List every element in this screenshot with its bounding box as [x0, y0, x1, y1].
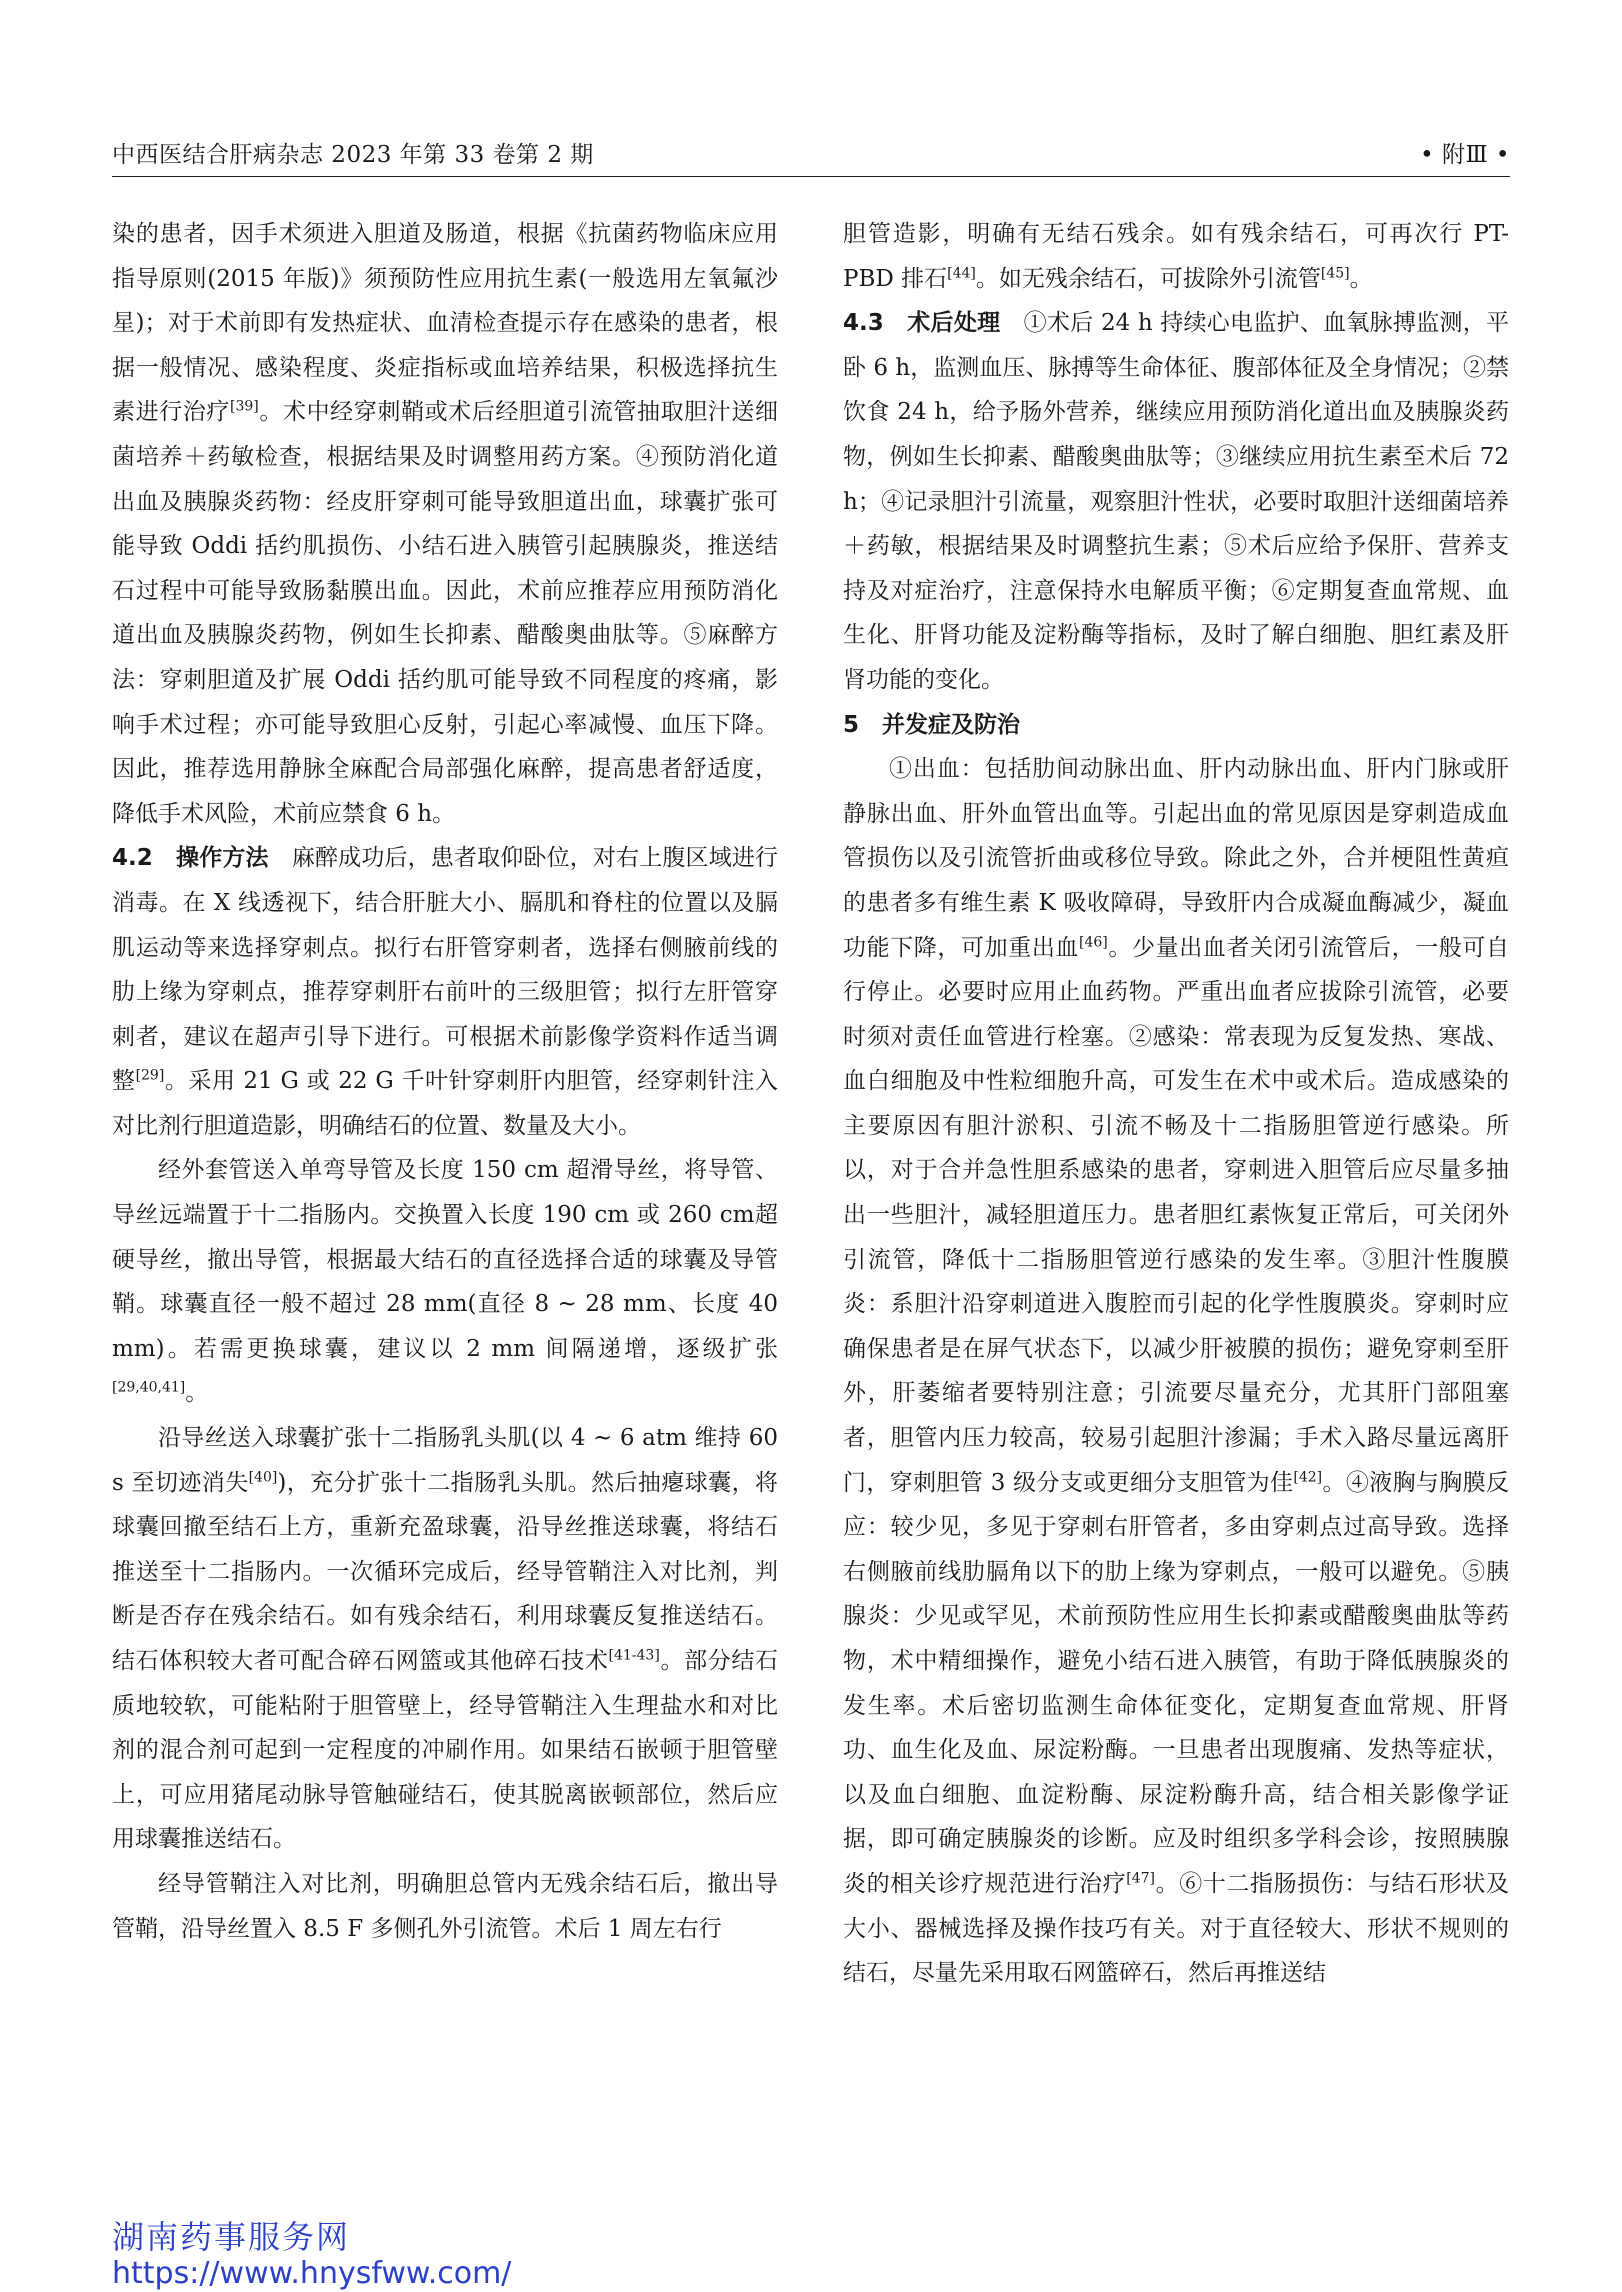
- paragraph-text: 。少量出血者关闭引流管后，一般可自行停止。必要时应用止血药物。严重出血者应拔除引流管，必要时须对责任血管进行栓塞。②感染：常表现为反复发热、寒战、血白细胞及中性粒细胞升高，可发生在术中或术后。造成感染的主要原因有胆汁淤积、引流不畅及十二指肠胆管逆行感染。所以，对于合并急性胆系感染的患者，穿刺进入胆管后应尽量多抽出一些胆汁，减轻胆道压力。患者胆红素恢复正常后，可关闭外引流管，降低十二指肠胆管逆行感染的发生率。③胆汁性腹膜炎：系胆汁沿穿刺道进入腹腔而引起的化学性腹膜炎。穿刺时应确保患者是在屏气状态下，以减少肝被膜的损伤；避免穿刺至肝外，肝萎缩者要特别注意；引流要尽量充分，尤其肝门部阻塞者，胆管内压力较高，较易引起胆汁渗漏；手术入路尽量远离肝门，穿刺胆管 3 级分支或更细分支胆管为佳: [843, 934, 1510, 1496]
- citation: [29,40,41]: [112, 1379, 186, 1396]
- subsection-heading: 4.3 术后处理: [843, 310, 1001, 337]
- site-watermark: [112, 2218, 511, 2292]
- citation: [45]: [1320, 264, 1350, 281]
- right-column: [843, 212, 1509, 1996]
- citation: [41-43]: [608, 1647, 660, 1664]
- paragraph-text: 沿导丝送入球囊扩张十二指肠乳头肌(以 4 ~ 6 atm 维持 60 s 至切迹消失: [112, 1425, 778, 1496]
- subsection-heading: 4.2 操作方法: [112, 845, 269, 872]
- section-heading: 5 并发症及防治: [843, 711, 1021, 738]
- paragraph-text: 。如无残余结石，可拔除外引流管: [975, 265, 1321, 292]
- paragraph-text: 。: [185, 1380, 209, 1407]
- paragraph-text: 。采用 21 G 或 22 G 千叶针穿刺肝内胆管，经穿刺针注入对比剂行胆道造影，明确结石的位置、数量及大小。: [112, 1068, 778, 1139]
- running-header: [112, 136, 1510, 169]
- watermark-url-link[interactable]: https://www.hnysfww.com/: [112, 2256, 512, 2291]
- citation: [39]: [230, 398, 259, 415]
- paragraph-text: ①出血：包括肋间动脉出血、肝内动脉出血、肝内门脉或肝静脉出血、肝外血管出血等。引起出血的常见原因是穿刺造成血管损伤以及引流管折曲或移位导致。除此之外，合并梗阻性黄疸的患者多有维生素 K 吸收障碍，导致肝内合成凝血酶减少，凝血功能下降，可加重出血: [843, 756, 1509, 961]
- paragraph-text: 麻醉成功后，患者取仰卧位，对右上腹区域进行消毒。在 X 线透视下，结合肝脏大小、膈肌和脊柱的位置以及膈肌运动等来选择穿刺点。拟行右肝管穿刺者，选择右侧腋前线的肋上缘为穿刺点，推荐穿刺肝右前叶的三级胆管；拟行左肝管穿刺者，建议在超声引导下进行。可根据术前影像学资料作适当调整: [112, 845, 779, 1095]
- paragraph: [843, 212, 1509, 301]
- citation: [46]: [1079, 933, 1108, 950]
- paragraph-text: 经外套管送入单弯导管及长度 150 cm 超滑导丝，将导管、导丝远端置于十二指肠内。交换置入长度 190 cm 或 260 cm超硬导丝，撤出导管，根据最大结石的直径选择合适的球囊及导管鞘。球囊直径一般不超过 28 mm(直径 8 ~ 28 mm、长度 40 mm)。若需更换球囊，建议以 2 mm 间隔递增，逐级扩张: [112, 1157, 778, 1362]
- paragraph: [112, 836, 778, 1148]
- paragraph-text: )，充分扩张十二指肠乳头肌。然后抽瘪球囊，将球囊回撤至结石上方，重新充盈球囊，沿导丝推送球囊，将结石推送至十二指肠内。一次循环完成后，经导管鞘注入对比剂，判断是否存在残余结石。如有残余结石，利用球囊反复推送结石。结石体积较大者可配合碎石网篮或其他碎石技术: [112, 1469, 778, 1674]
- citation: [29]: [135, 1067, 165, 1084]
- header-rule: [112, 176, 1510, 177]
- paragraph-text: 。⑥十二指肠损伤：与结石形状及大小、器械选择及操作技巧有关。对于直径较大、形状不规则的结石，尽量先采用取石网篮碎石，然后再推送结: [843, 1870, 1510, 1987]
- paragraph: [112, 212, 778, 836]
- paragraph: [112, 1416, 778, 1862]
- paragraph: [112, 1862, 778, 1951]
- citation: [47]: [1126, 1870, 1155, 1887]
- page-marker: • 附Ⅲ •: [1420, 142, 1510, 168]
- paragraph-text: 。部分结石质地较软，可能粘附于胆管壁上，经导管鞘注入生理盐水和对比剂的混合剂可起到一定程度的冲刷作用。如果结石嵌顿于胆管壁上，可应用猪尾动脉导管触碰结石，使其脱离嵌顿部位，然后应用球囊推送结石。: [112, 1648, 779, 1853]
- citation: [44]: [947, 264, 976, 281]
- left-column: [112, 212, 778, 1951]
- paragraph: [843, 301, 1509, 702]
- citation: [40]: [248, 1468, 278, 1485]
- paragraph-text: 胆管造影，明确有无结石残余。如有残余结石，可再次行 PT-PBD 排石: [843, 221, 1509, 292]
- paragraph: [843, 747, 1509, 1996]
- paragraph-text: 。: [1349, 265, 1373, 292]
- watermark-site-name: 湖南药事服务网: [112, 2218, 351, 2256]
- paragraph-text: 染的患者，因手术须进入胆道及肠道，根据《抗菌药物临床应用指导原则(2015 年版)》须预防性应用抗生素(一般选用左氧氟沙星)；对于术前即有发热症状、血清检查提示存在感染的患者，根据一般情况、感染程度、炎症指标或血培养结果，积极选择抗生素进行治疗: [112, 221, 778, 426]
- paragraph-text: 经导管鞘注入对比剂，明确胆总管内无残余结石后，撤出导管鞘，沿导丝置入 8.5 F 多侧孔外引流管。术后 1 周左右行: [112, 1870, 778, 1942]
- journal-title: 中西医结合肝病杂志 2023 年第 33 卷第 2 期: [112, 142, 594, 168]
- citation: [42]: [1293, 1468, 1323, 1485]
- paragraph: [112, 1148, 778, 1416]
- paragraph-text: 。④液胸与胸膜反应：较少见，多见于穿刺右肝管者，多由穿刺点过高导致。选择右侧腋前线肋膈角以下的肋上缘为穿刺点，一般可以避免。⑤胰腺炎：少见或罕见，术前预防性应用生长抑素或醋酸奥曲肽等药物，术中精细操作，避免小结石进入胰管，有助于降低胰腺炎的发生率。术后密切监测生命体征变化，定期复查血常规、肝肾功、血生化及血、尿淀粉酶。一旦患者出现腹痛、发热等症状，以及血白细胞、血淀粉酶、尿淀粉酶升高，结合相关影像学证据，即可确定胰腺炎的诊断。应及时组织多学科会诊，按照胰腺炎的相关诊疗规范进行治疗: [843, 1469, 1509, 1897]
- paragraph-text: ①术后 24 h 持续心电监护、血氧脉搏监测，平卧 6 h，监测血压、脉搏等生命体征、腹部体征及全身情况；②禁饮食 24 h，给予肠外营养，继续应用预防消化道出血及胰腺炎药物，例如生长抑素、醋酸奥曲肽等；③继续应用抗生素至术后 72 h；④记录胆汁引流量，观察胆汁性状，必要时取胆汁送细菌培养＋药敏，根据结果及时调整抗生素；⑤术后应给予保肝、营养支持及对症治疗，注意保持水电解质平衡；⑥定期复查血常规、血生化、肝肾功能及淀粉酶等指标，及时了解白细胞、胆红素及肝肾功能的变化。: [843, 310, 1509, 693]
- paragraph-text: 。术中经穿刺鞘或术后经胆道引流管抽取胆汁送细菌培养＋药敏检查，根据结果及时调整用药方案。④预防消化道出血及胰腺炎药物：经皮肝穿刺可能导致胆道出血，球囊扩张可能导致 Oddi 括约肌损伤、小结石进入胰管引起胰腺炎，推送结石过程中可能导致肠黏膜出血。因此，术前应推荐应用预防消化道出血及胰腺炎药物，例如生长抑素、醋酸奥曲肽等。⑤麻醉方法：穿刺胆道及扩展 Oddi 括约肌可能导致不同程度的疼痛，影响手术过程；亦可能导致胆心反射，引起心率减慢、血压下降。因此，推荐选用静脉全麻配合局部强化麻醉，提高患者舒适度，降低手术风险，术前应禁食 6 h。: [112, 399, 779, 827]
